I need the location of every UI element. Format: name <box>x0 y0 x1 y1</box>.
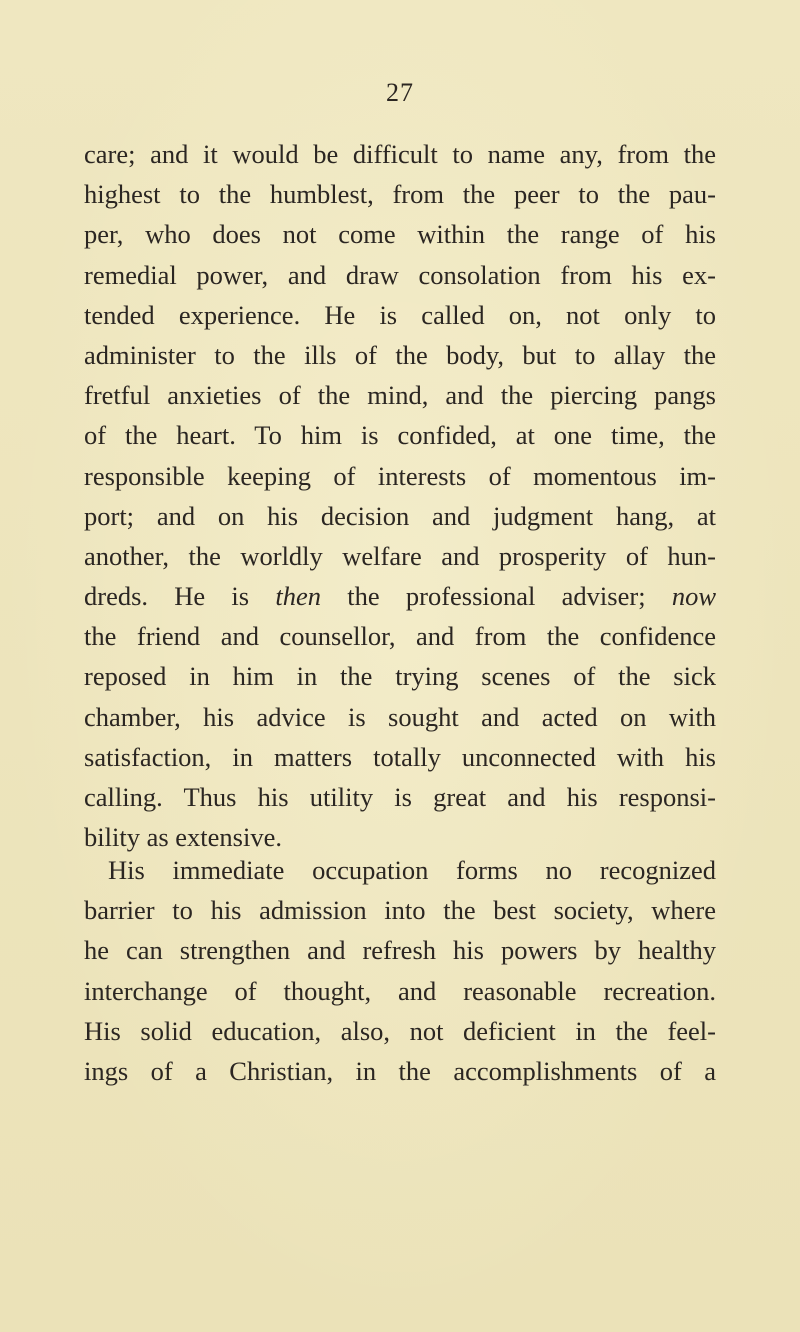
text-line: satisfaction, in matters totally unconnected with his <box>84 741 716 772</box>
text-line: reposed in him in the trying scenes of the sick <box>84 661 716 692</box>
text-segment: dreds. He is <box>84 581 276 612</box>
text-line: highest to the humblest, from the peer to the pau- <box>84 179 716 210</box>
page-number: 27 <box>386 78 414 107</box>
text-line: His immediate occupation forms no recognized <box>108 855 716 885</box>
italic-word-then: then <box>275 581 321 612</box>
text-line: he can strengthen and refresh his powers by healthy <box>84 935 716 966</box>
paragraph-1 <box>84 134 716 857</box>
text-line: administer to the ills of the body, but to allay the <box>84 339 716 370</box>
text-line: care; and it would be difficult to name any, from the <box>84 139 716 169</box>
text-line: calling. Thus his utility is great and his responsi- <box>84 782 716 812</box>
text-line: chamber, his advice is sought and acted on with <box>84 701 716 732</box>
text-line: fretful anxieties of the mind, and the piercing pangs <box>84 380 716 411</box>
text-line: another, the worldly welfare and prosperity of hun- <box>84 540 716 571</box>
text-line: barrier to his admission into the best society, where <box>84 895 716 926</box>
text-line: of the heart. To him is confided, at one time, the <box>84 420 716 451</box>
text-line: per, who does not come within the range of his <box>84 219 716 250</box>
text-line: ings of a Christian, in the accomplishments of a <box>84 1055 716 1086</box>
text-line: bility as extensive. <box>84 822 282 853</box>
text-line: tended experience. He is called on, not only to <box>84 299 716 330</box>
text-line-with-italics <box>84 576 716 616</box>
text-line: responsible keeping of interests of momentous im- <box>84 460 716 491</box>
text-line: interchange of thought, and reasonable recreation. <box>84 975 716 1006</box>
text-segment: the professional adviser; <box>347 581 672 612</box>
italic-word-now: now <box>671 581 717 612</box>
paragraph-2 <box>84 850 716 1091</box>
text-line: the friend and counsellor, and from the confidence <box>84 621 716 652</box>
text-line: port; and on his decision and judgment hang, at <box>84 500 716 531</box>
text-line: His solid education, also, not deficient in the feel- <box>84 1015 716 1046</box>
text-line: remedial power, and draw consolation from his ex- <box>84 259 716 290</box>
